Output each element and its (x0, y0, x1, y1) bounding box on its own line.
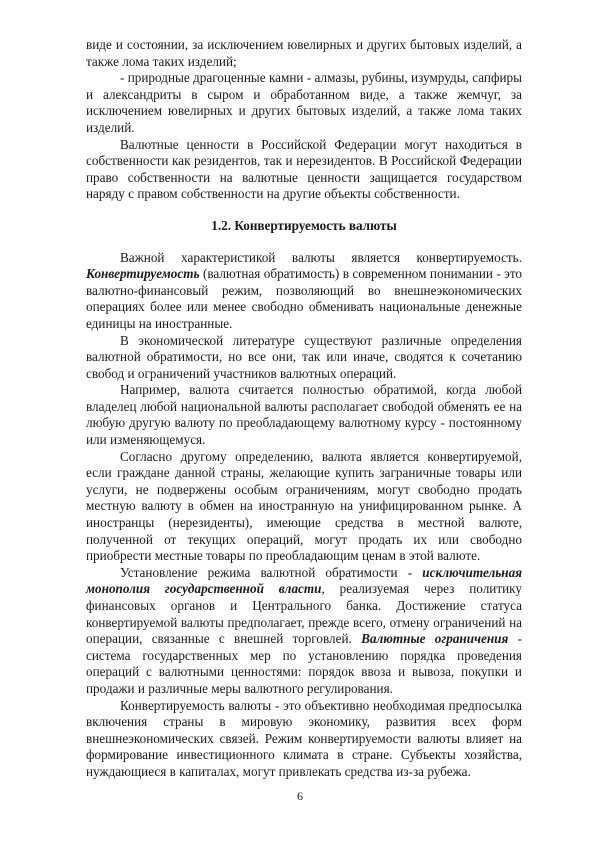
paragraph-6: Например, валюта считается полностью обратимой, когда любой владелец любой национальной валюты располагает свободой обменять ее на любую другую валюту по преобладающему валютному курсу - постоянному или изменяющемуся. (86, 382, 522, 448)
section-heading: 1.2. Конвертируемость валюты (211, 217, 397, 233)
paragraph-8-start: Установление режима валютной обратимости - (120, 564, 413, 580)
paragraph-8-mid: , реализуемая через политику финансовых органов и Центрального банка. Достижение статуса конвертируемой валюты предполагает, прежде всего, отмену ограничений на операции, связанные с внешней торговлей. (86, 581, 522, 647)
paragraph-9: Конвертируемость валюты - это объективно необходимая предпосылка включения страны в мировую экономику, развития всех форм внешнеэкономических связей. Режим конвертируемости валюты влияет на формирование инвестиционного климата в стране. Субъекты хозяйства, нуждающиеся в капиталах, могут привлекать средства из-за рубежа. (86, 697, 522, 779)
paragraph-2: - природные драгоценные камни - алмазы, рубины, изумруды, сапфиры и александриты в сыром и обработанном виде, а также жемчуг, за исключением ювелирных и других бытовых изделий, а также лома таких изделий. (86, 70, 522, 135)
paragraph-4-start: Важной характеристикой валюты является конвертируемость. (120, 249, 522, 265)
paragraph-3: Валютные ценности в Российской Федерации могут находиться в собственности как резидентов, так и нерезидентов. В Российской Федерации право собственности на валютные ценности защищается государством наряду с правом собственности на другие объекты собственности. (86, 136, 522, 202)
paragraph-1: виде и состоянии, за исключением ювелирных и других бытовых изделий, а также лома таких изделий; (86, 37, 522, 69)
paragraph-5: В экономической литературе существуют различные определения валютной обратимости, но все они, так или иначе, сводятся к сочетанию свобод и ограничений участников валютных операций. (86, 332, 522, 381)
term-convertibility: Конвертируемость (86, 266, 200, 282)
paragraph-4-rest: (валютная обратимость) в современном понимании - это валютно-финансовый режим, позволяющий во внешнеэкономических операциях более или менее свободно обменивать национальные денежные единицы на иностранные. (86, 266, 523, 331)
paragraph-7: Согласно другому определению, валюта является конвертируемой, если граждане данной страны, желающие купить заграничные товары или услуги, не подвержены особым ограничениям, могут свободно продать местную валюту в обмен на иностранную на унифицированном рынке. А иностранцы (нерезиденты), имеющие средства в местной валюте, полученной от текущих операций, могут продать их или свободно приобрести местные товары по преобладающим ценам в этой валюте. (86, 448, 522, 564)
term-monopoly: исключительная монополия государственной власти (86, 564, 523, 597)
term-currency-restrictions: Валютные ограничения (361, 631, 509, 647)
paragraph-8-end: - система государственных мер по установлению порядка проведения операций с валютными ценностями: порядок ввоза и вывоза, покупки и продажи и различные меры валютного регулирования. (86, 631, 523, 696)
paragraph-8 (86, 565, 522, 698)
paragraph-4 (86, 250, 522, 333)
page-number: 6 (297, 789, 303, 803)
document-page (86, 37, 522, 781)
